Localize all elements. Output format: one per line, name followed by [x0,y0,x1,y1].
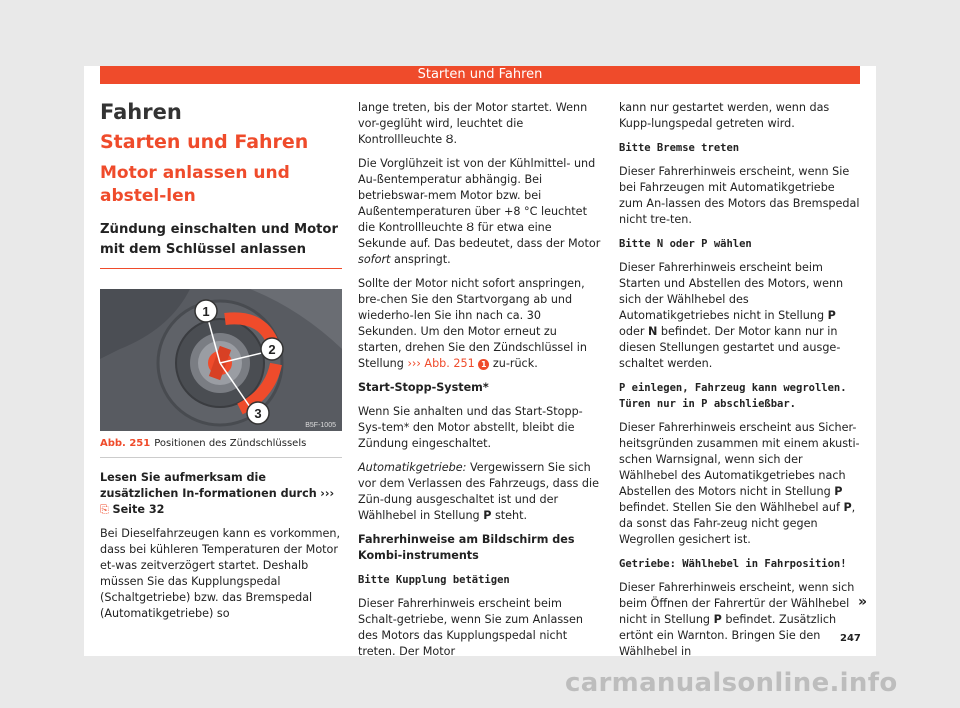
col2-p6: Dieser Fahrerhinweis erscheint beim Schalt-getriebe, wenn Sie zum Anlassen des Motors das Kupplungspedal nicht treten. Der Motor [358,597,583,658]
figure-caption-text: Positionen des Zündschlüssels [154,438,307,449]
heading-start-stopp: Start-Stopp-System* [358,381,489,394]
col3-p5: Dieser Fahrerhinweis erscheint, wenn sich beim Öffnen der Fahrertür der Wählhebel nicht in Stellung P befindet. Zusätzlich ertönt ein Warnton. Bringen Sie den Wählhebel in [619,581,855,658]
ignition-illustration [100,289,342,431]
figure-label: Abb. 251 [100,438,151,449]
col3-p2: Dieser Fahrerhinweis erscheint, wenn Sie bei Fahrzeugen mit Automatikgetriebe zum An-lassen des Motors das Bremspedal nicht tre-ten. [619,165,860,226]
section-header: Starten und Fahren [100,66,860,84]
message-p-einlegen: P einlegen, Fahrzeug kann wegrollen. Türen nur in P abschließbar. [619,382,847,410]
figure-code: B5F-1005 [305,422,336,429]
column-2 [358,100,602,668]
col3-p1: kann nur gestartet werden, wenn das Kupp-lungspedal getreten wird. [619,101,830,130]
heading-starten: Starten und Fahren [100,131,309,153]
intro-arrow: ››› [320,487,335,500]
position-1-badge: 1 [478,359,489,370]
callout-3: 3 [254,406,262,421]
col2-p1: lange treten, bis der Motor startet. Wenn vor-geglüht wird, leuchtet die Kontrollleuchte Ȣ. [358,101,588,146]
col2-p4: Wenn Sie anhalten und das Start-Stopp-Sys-tem* den Motor abstellt, bleibt die Zündung eingeschaltet. [358,405,583,450]
book-icon: ⎘ [100,503,109,516]
col1-paragraph: Bei Dieselfahrzeugen kann es vorkommen, dass bei kühleren Temperaturen der Motor et-was zeitverzögert startet. Deshalb müssen Sie das Kupplungspedal (Schaltgetriebe) bzw. das Bremspedal (Automatikgetriebe) so [100,527,341,620]
intro-text: Lesen Sie aufmerksam die zusätzlichen In-formationen durch [100,471,317,500]
figure-caption [100,437,342,458]
message-bremse: Bitte Bremse treten [619,142,740,154]
ignition-key-figure [100,289,342,431]
message-n-oder-p: Bitte N oder P wählen [619,238,752,250]
col3-p3: Dieser Fahrerhinweis erscheint beim Starten und Abstellen des Motors, wenn sich der Wählhebel des Automatikgetriebes nicht in Stellung P oder N befindet. Der Motor kann nur in diesen Stellungen gestartet und ausge-schaltet werden. [619,261,844,370]
heading-motor-anlassen: Motor anlassen und abstel-len [100,163,290,206]
col2-p2: Die Vorglühzeit ist von der Kühlmittel- und Au-ßentemperatur abhängig. Bei betriebswar-mem Motor bzw. bei Außentemperaturen über +8 °C leuchtet die Kontrollleuchte Ȣ für etwa eine Sekunde auf. Das bedeutet, dass der Motor sofort anspringt. [358,157,601,266]
column-1 [100,98,342,630]
col2-p3: Sollte der Motor nicht sofort anspringen, bre-chen Sie den Startvorgang ab und wiederho-len Sie ihn nach ca. 30 Sekunden. Um den Motor erneut zu starten, drehen Sie den Zündschlüssel in Stellung ››› Abb. 251 1 zu-rück. [358,277,587,370]
heading-fahrerhinweise: Fahrerhinweise am Bildschirm des Kombi-instruments [358,533,575,562]
continue-marker: » [858,594,868,610]
figure-link[interactable]: ››› Abb. 251 [407,357,475,370]
col2-p5: Automatikgetriebe: Vergewissern Sie sich vor dem Verlassen des Fahrzeugs, dass die Zün-dung ausgeschaltet ist und der Wählhebel in Stellung P steht. [358,461,599,522]
message-getriebe: Getriebe: Wählhebel in Fahrposition! [619,558,847,570]
watermark: carmanualsonline.info [565,668,898,698]
column-3 [619,100,861,668]
page-number: 247 [840,633,861,644]
intro-paragraph [100,470,342,518]
col3-p4: Dieser Fahrerhinweis erscheint aus Sicher-heitsgründen zusammen mit einem akusti-schen Warnsignal, wenn sich der Wählhebel des Automatikgetriebes nach Abstellen des Motors nicht in Stellung P befindet. Stellen Sie den Wählhebel auf P, da sonst das Fahr-zeug nicht gegen Wegrollen gesichert ist. [619,421,860,546]
callout-1: 1 [202,304,210,319]
intro-link[interactable]: Seite 32 [112,503,165,516]
heading-fahren: Fahren [100,100,182,124]
message-kupplung: Bitte Kupplung betätigen [358,574,510,586]
callout-2: 2 [268,342,276,357]
heading-zuendung: Zündung einschalten und Motor mit dem Schlüssel anlassen [100,220,342,269]
